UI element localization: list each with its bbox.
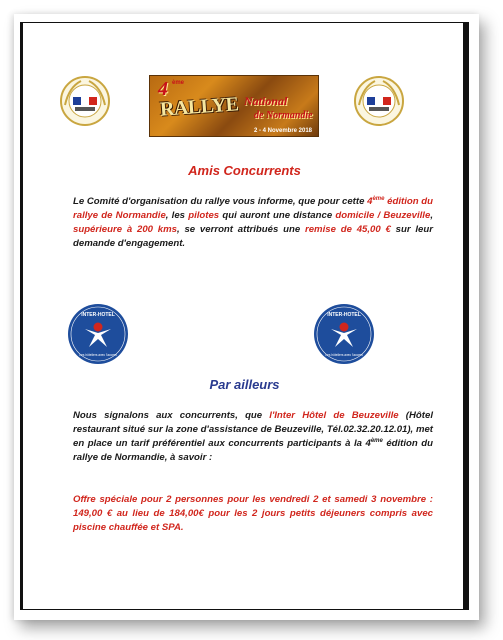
- inter-hotel-logo-right: [313, 303, 375, 365]
- hotel-tagline-right: Les hôteliers avec l'accent: [325, 353, 363, 357]
- paragraph-remise: Le Comité d'organisation du rallye vous informe, que pour cette 4ème édition du rallye de Normandie, les pilotes qui auront une distance domicile / Beuzeville, supérieure à 200 kms, se verront attribués une remise de 45,00 € sur leur demande d'engagement.: [73, 195, 433, 249]
- inter-hotel-logo-left: [67, 303, 129, 365]
- hotel-name: l'Inter Hôtel de Beuzeville: [269, 410, 399, 421]
- banner-edition-number: 4: [158, 78, 168, 100]
- banner-national: National: [244, 94, 288, 108]
- paragraph-hotel: Nous signalons aux concurrents, que l'Inter Hôtel de Beuzeville (Hôtel restaurant situé sur la zone d'assistance de Beuzeville, Tél.02.32.20.12.01), met en place un tarif préférentiel aux concurrents participants à la 4ème édition du rallye de Normandie, à savoir :: [73, 410, 433, 463]
- paragraph-offer: Offre spéciale pour 2 personnes pour les vendredi 2 et samedi 3 novembre : 149,00 € au lieu de 184,00€ pour les 2 jours petits déjeuners compris avec piscine chauffée et SPA.: [73, 494, 433, 533]
- hotel-name-right: INTER-HOTEL: [327, 312, 361, 318]
- section-title-amis-concurrents: Amis Concurrents: [188, 163, 301, 178]
- hotel-tagline-left: Les hôteliers avec l'accent: [79, 353, 117, 357]
- banner-edition-sup: ème: [172, 80, 185, 86]
- banner-rallye: RALLYE: [159, 93, 240, 121]
- edition-number: 4: [367, 196, 373, 207]
- section-title-par-ailleurs: Par ailleurs: [209, 377, 280, 392]
- banner-normandie: de Normandie: [254, 110, 313, 121]
- club-emblem-left: [59, 75, 111, 127]
- document-page: [20, 22, 469, 610]
- hotel-name-left: INTER-HOTEL: [81, 312, 115, 318]
- banner-dates: 2 - 4 Novembre 2018: [253, 128, 312, 134]
- club-emblem-right: [353, 75, 405, 127]
- rallye-banner: [149, 75, 319, 137]
